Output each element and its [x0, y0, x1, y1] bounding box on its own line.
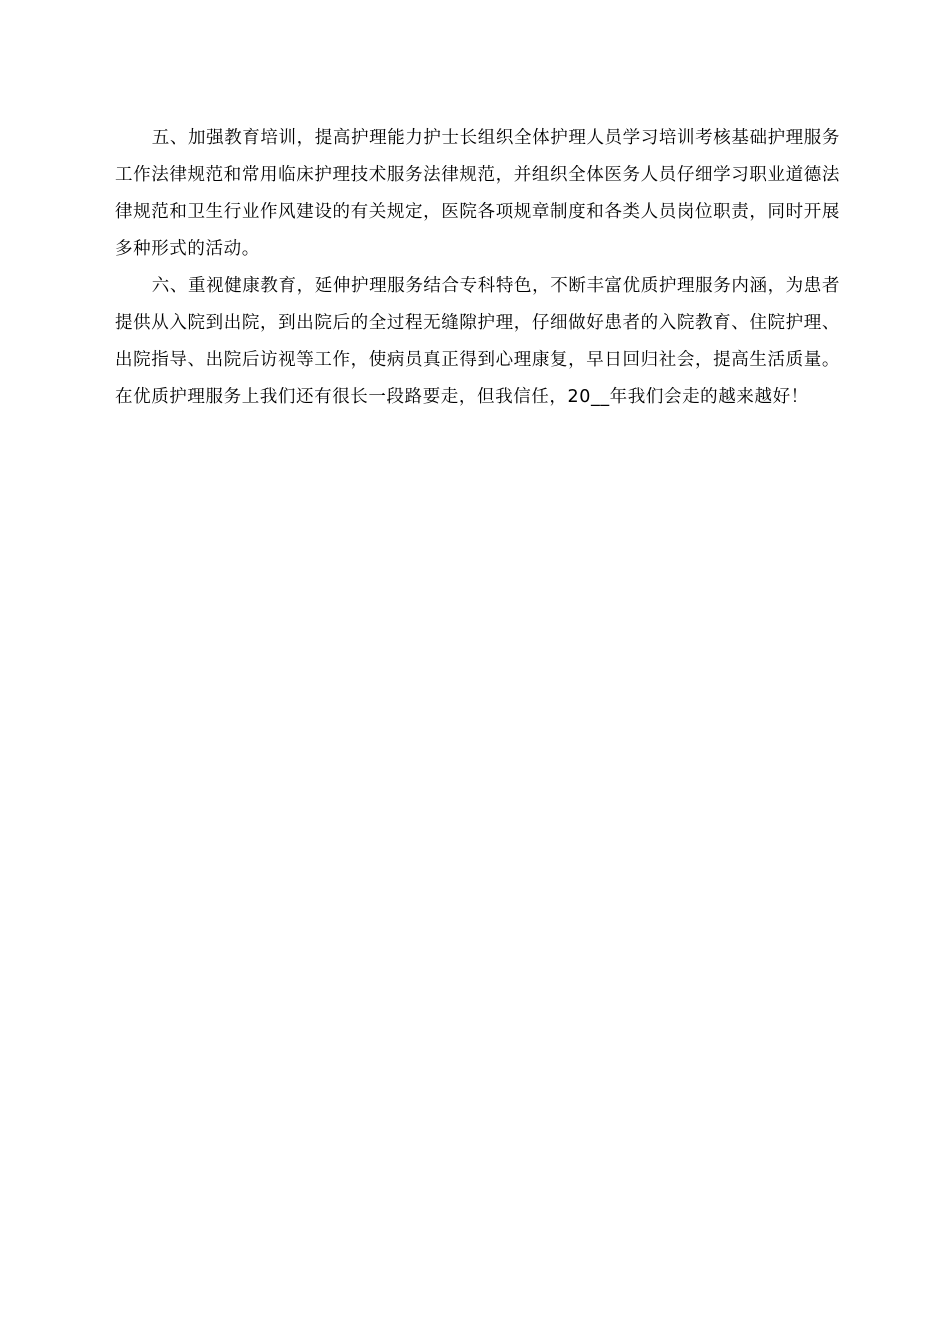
document-body [115, 120, 840, 416]
paragraph-education-training: 五、加强教育培训，提高护理能力护士长组织全体护理人员学习培训考核基础护理服务工作法律规范和常用临床护理技术服务法律规范，并组织全体医务人员仔细学习职业道德法律规范和卫生行业作风建设的有关规定，医院各项规章制度和各类人员岗位职责，同时开展多种形式的活动。 [115, 128, 840, 259]
paragraph-health-education: 六、重视健康教育，延伸护理服务结合专科特色，不断丰富优质护理服务内涵，为患者提供从入院到出院，到出院后的全过程无缝隙护理，仔细做好患者的入院教育、住院护理、出院指导、出院后访视等工作，使病员真正得到心理康复，早日回归社会，提高生活质量。在优质护理服务上我们还有很长一段路要走，但我信任，20__年我们会走的越来越好！ [115, 276, 840, 407]
